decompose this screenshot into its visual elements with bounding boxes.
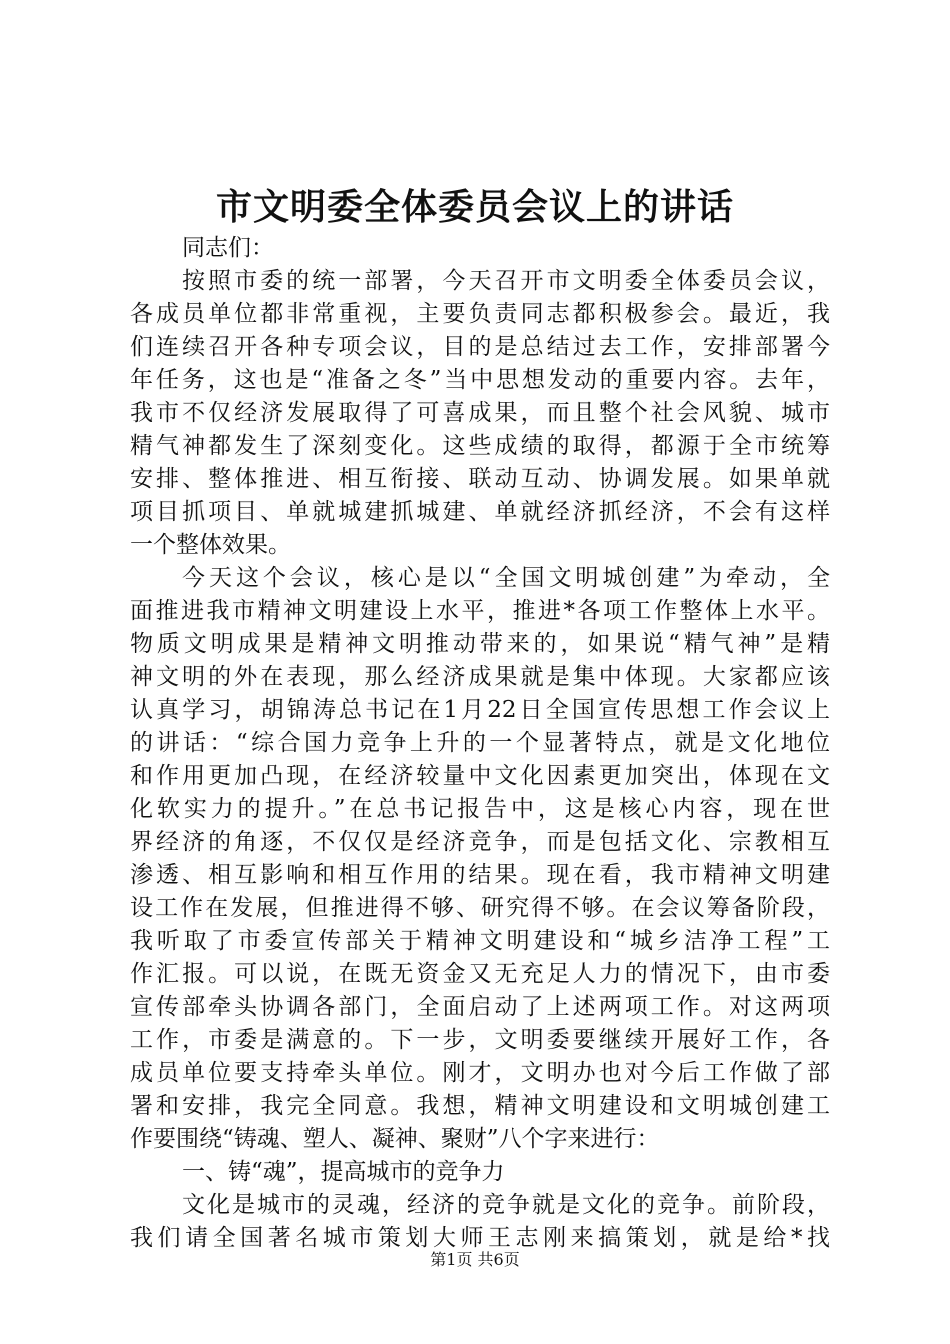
text-line: 和作用更加凸现，在经济较量中文化因素更加突出，体现在文 [130, 763, 830, 789]
text-line: 认真学习，胡锦涛总书记在1月22日全国宣传思想工作会议上 [130, 697, 830, 723]
text-line: 设工作在发展，但推进得不够、研究得不够。在会议筹备阶段， [130, 895, 830, 921]
text-line: 宣传部牵头协调各部门，全面启动了上述两项工作。对这两项 [130, 994, 830, 1020]
text-line: 同志们： [182, 235, 274, 261]
text-line: 工作，市委是满意的。下一步，文明委要继续开展好工作，各 [130, 1027, 830, 1053]
text-line: 作汇报。可以说，在既无资金又无充足人力的情况下，由市委 [130, 961, 830, 987]
page-number: 第1页 共6页 [430, 1250, 520, 1269]
text-line: 界经济的角逐，不仅仅是经济竞争，而是包括文化、宗教相互 [130, 829, 830, 855]
text-line: 各成员单位都非常重视，主要负责同志都积极参会。最近，我 [130, 301, 830, 327]
text-line: 作要围绕“铸魂、塑人、凝神、聚财”八个字来进行： [130, 1126, 660, 1152]
text-line: 的讲话：“综合国力竞争上升的一个显著特点，就是文化地位 [130, 730, 830, 756]
text-line: 安排、整体推进、相互衔接、联动互动、协调发展。如果单就 [130, 466, 830, 492]
text-line: 年任务，这也是“准备之冬”当中思想发动的重要内容。去年， [130, 367, 830, 393]
text-line: 一个整体效果。 [130, 532, 291, 558]
text-line: 面推进我市精神文明建设上水平，推进*各项工作整体上水平。 [130, 598, 830, 624]
text-line: 神文明的外在表现，那么经济成果就是集中体现。大家都应该 [130, 664, 830, 690]
text-line: 一、铸“魂”，提高城市的竞争力 [182, 1159, 505, 1185]
text-line: 们连续召开各种专项会议，目的是总结过去工作，安排部署今 [130, 334, 830, 360]
document-title: 市文明委全体委员会议上的讲话 [215, 187, 734, 228]
text-line: 我听取了市委宣传部关于精神文明建设和“城乡洁净工程”工 [130, 928, 830, 954]
text-line: 化软实力的提升。”在总书记报告中，这是核心内容，现在世 [130, 796, 830, 822]
text-line: 成员单位要支持牵头单位。刚才，文明办也对今后工作做了部 [130, 1060, 830, 1086]
document-body [130, 232, 830, 1255]
text-line: 精气神都发生了深刻变化。这些成绩的取得，都源于全市统筹 [130, 433, 830, 459]
text-line: 项目抓项目、单就城建抓城建、单就经济抓经济，不会有这样 [130, 499, 830, 525]
text-line: 我市不仅经济发展取得了可喜成果，而且整个社会风貌、城市 [130, 400, 830, 426]
text-line: 文化是城市的灵魂，经济的竞争就是文化的竞争。前阶段， [182, 1192, 830, 1218]
text-line: 物质文明成果是精神文明推动带来的，如果说“精气神”是精 [130, 631, 830, 657]
text-line: 我们请全国著名城市策划大师王志刚来搞策划，就是给*找 [130, 1225, 830, 1251]
text-line: 渗透、相互影响和相互作用的结果。现在看，我市精神文明建 [130, 862, 830, 888]
text-line: 署和安排，我完全同意。我想，精神文明建设和文明城创建工 [130, 1093, 830, 1119]
text-line: 按照市委的统一部署，今天召开市文明委全体委员会议， [182, 268, 830, 294]
text-line: 今天这个会议，核心是以“全国文明城创建”为牵动，全 [182, 565, 830, 591]
